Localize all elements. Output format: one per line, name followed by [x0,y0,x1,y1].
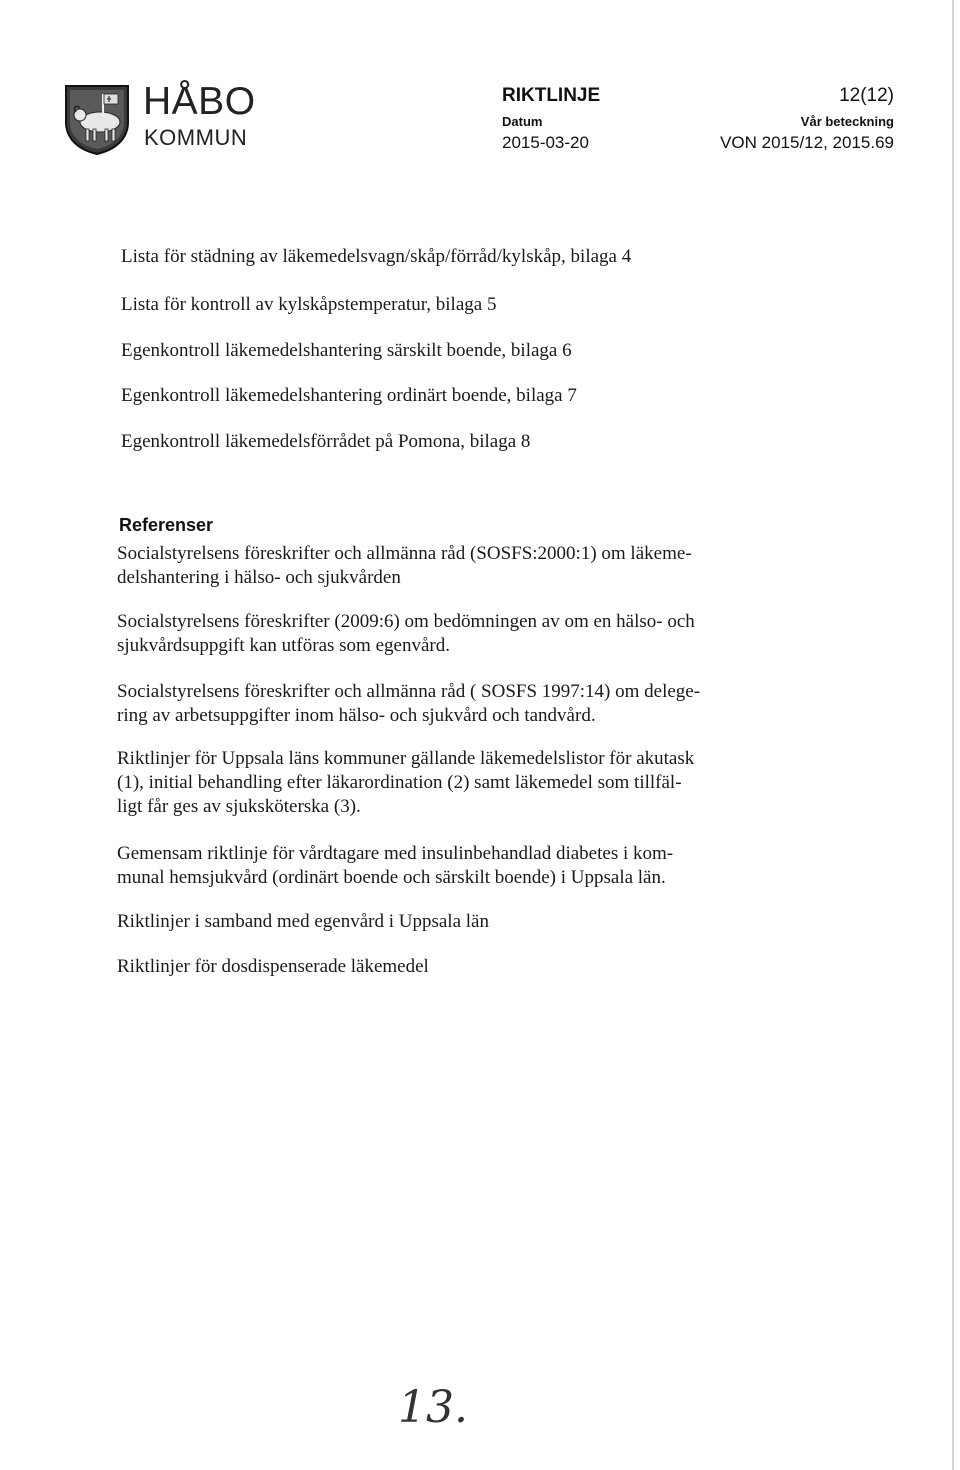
attachment-item: Lista för städning av läkemedelsvagn/skåp/förråd/kylskåp, bilaga 4 [121,246,632,267]
reference-item [117,842,757,890]
scan-edge-line [952,0,954,1470]
municipality-subtitle: KOMMUN [144,125,248,150]
attachment-item: Egenkontroll läkemedelsförrådet på Pomona, bilaga 8 [121,431,531,452]
municipality-name: HÅBO [143,80,256,123]
habo-coat-of-arms-icon [62,82,132,156]
reference-item [117,747,757,819]
reference-line: Socialstyrelsens föreskrifter och allmänna råd ( SOSFS 1997:14) om delege- [117,681,701,702]
reference-item [117,955,757,979]
reference-line: Riktlinjer för dosdispenserade läkemedel [117,956,429,977]
reference-label: Vår beteckning [800,114,894,129]
attachment-item: Lista för kontroll av kylskåpstemperatur, bilaga 5 [121,294,497,315]
references-heading: Referenser [119,515,214,535]
reference-line: munal hemsjukvård (ordinärt boende och särskilt boende) i Uppsala län. [117,867,666,888]
reference-line: Socialstyrelsens föreskrifter (2009:6) om bedömningen av om en hälso- och [117,611,695,632]
reference-line: sjukvårdsuppgift kan utföras som egenvård. [117,635,450,656]
reference-line: (1), initial behandling efter läkarordination (2) samt läkemedel som tillfäl- [117,772,682,793]
reference-line: delshantering i hälso- och sjukvården [117,567,401,588]
reference-item [117,610,757,658]
date-label: Datum [502,114,543,129]
handwritten-page-mark: 13. [398,1382,468,1433]
reference-line: ligt får ges av sjuksköterska (3). [117,796,361,817]
reference-value: VON 2015/12, 2015.69 [720,133,894,152]
attachment-item: Egenkontroll läkemedelshantering särskilt boende, bilaga 6 [121,340,572,361]
reference-line: Riktlinjer för Uppsala läns kommuner gällande läkemedelslistor för akutask [117,748,695,769]
page-number: 12(12) [839,85,894,106]
reference-line: Socialstyrelsens föreskrifter och allmänna råd (SOSFS:2000:1) om läkeme- [117,543,692,564]
reference-item [117,680,757,728]
date-value: 2015-03-20 [502,133,589,152]
document-type: RIKTLINJE [502,85,601,106]
reference-line: ring av arbetsuppgifter inom hälso- och sjukvård och tandvård. [117,705,596,726]
reference-item [117,910,757,934]
attachment-item: Egenkontroll läkemedelshantering ordinärt boende, bilaga 7 [121,385,577,406]
reference-line: Gemensam riktlinje för vårdtagare med insulinbehandlad diabetes i kom- [117,843,674,864]
reference-line: Riktlinjer i samband med egenvård i Uppsala län [117,911,489,932]
reference-item [117,542,757,590]
